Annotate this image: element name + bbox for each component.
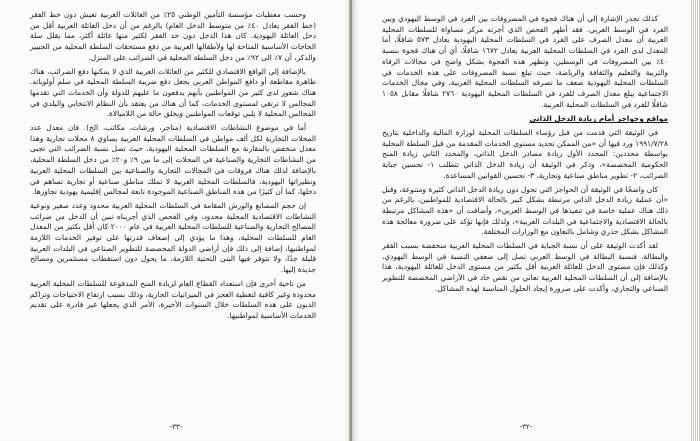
paragraph: وحسب معطيات مؤسسة التأمين الوطني ٢٥٪ من العائلات العربية تعيش دون خط الفقر (خط الفقر يعادل ٤٠٪ من متوسط الدخل العام) بالرغم من أن دخل العائلة العربية أقل من دخل العائلة اليهودية. كان هذا الدخل دون حد الفقر لكثير منها عائلة أكثر، مما يقلل سلة الحاجات الأساسية المتاحة لها ولأطفالها العربية من دفع مستحقات السلطة المحلية من الجبيير والذكر، أن ٧٪ الى ٩٢٪ من دخل السلطة المحلية في الضرائب على المنزل. (30, 10, 316, 62)
section-heading: مواقع وحواجز أمام زيادة الدخل الذاتي (529, 114, 668, 124)
paragraph: كذلك تجدر الإشارة إلى أن هناك فجوة في المصروفات بين الفرد في الوسط اليهودي وبين الفرد في الوسط العربي. فقد أظهر الفحص الذي أجرته مركز مساواة للسلطات المحلية العربية أن معدل الصرف على الفرد في السلطات المحلية اليهودية يعادل ٥٧٣ شاقلًا، أما المعدل لدى الفرد في السلطات المحلية العربية يعادل ١٦٧٢ شاقلًا، أي أن هناك فجوة بنسبة ٤٠٪ بين المصروفات في الوسطين، وتظهر هذه الفجوة بشكل واضح في مجالات الرفاه والتربية والتعليم والثقافة والرياضة، حيث تبلغ نسبة المصروفات على هذه الخدمات في السلطات المحلية اليهودية ضعف ما تصرفه السلطات المحلية العربية، وفي مجال الخدمات الاجتماعية يبلغ معدل الصرف للفرد في السلطات المحلية اليهودية ٢٧٦٠ شاقلًا مقابل ١٠٥٨ شاقلًا للفرد في السلطات المحلية العربية. (382, 14, 668, 109)
paragraph: إن حجم المصانع والورش المقامة في السلطات المحلية العربية محدود وعدد صغير ونوعية النشاطات الاقتصادية المحلية محدود، وفي الفحص الذي أجريناه تبين أن الدخل من ضرائب المصالح التجارية والصناعية للسلطات المحلية العربية في عام ٢٠٠٠ كان أقل بكثير من المعدل العام للسلطات المحلية، وهذا ما يؤدي إلى إضعاف قدرتها على توفير الخدمات اللازمة لمواطنيها، إضافة إلى ذلك فإن أراضي الدولة المخصصة للتطوير الصناعي في البلدات العربية قليلة جدًا، ولا تتوفر فيها البنى التحتية اللازمة، ما يحول دون استقطاب مستثمرين ومصالح جديدة إليها. (30, 200, 316, 275)
right-page-text (382, 14, 668, 298)
paragraph: في الوثيقة التي قدمت من قبل رؤساء السلطات المحلية لوزارة المالية والداخلية بتاريخ ١٩٩١/٧/٢٨ ورد فيها أن «من الممكن تحديد مستوى الخدمات المقدمة من قبل السلطة المحلية بواسطة محددين: المحدد الأول زيادة مصادر الدخل الذاتي، والمحدد الثاني زيادة المنح الحكومية المخصصة»، وذكر في الوثيقة أن زيادة الدخل الذاتي تتطلب ١- تحسين جباية الضرائب، ٢- تطوير مناطق صناعية وتجارية، ٣- تحسين القوانين المساعدة. (382, 128, 668, 180)
paragraph: أما في موضوع النشاطات الاقتصادية (متاجر، ورشات، مكاتب، الخ). فان معدل عدد المحلات التجارية لكل ألف مواطن في السلطات المحلية العربية يساوي ٨ محلات تجارية وهذا معدل منخفض بالمقارنة مع السلطات المحلية اليهودية، حيث تصل نسبة الضرائب التي تجبى من النشاطات التجارية والصناعية في المحلات إلى ما بين ٩٪ و٢٠٪ من دخل السلطة المحلية، بالإضافة لذلك هناك فروقات في المجالات التجارية والصناعية بين السلطات المحلية العربية ونظيراتها اليهودية، فالسلطات المحلية العربية لا تملك مناطق صناعية أو تجارية تساهم في دخلها، كما أن كثيرًا من هذه المناطق الصناعية الموجودة تابعة لمجالس إقليمية يهودية تجاورها. (30, 123, 317, 197)
paragraph: كان واضحًا في الوثيقة أن الحواجز التي تحول دون زيادة الدخل الذاتي كثيرة ومتنوعة، وقبل «أن عملية زيادة الدخل الذاتي مرتبطة بشكل كبير بالحالة الاقتصادية للمواطنين، بالرغم من ذلك هناك عملية خاصة في تنفيذها في الوسط العربي»، وأضافت أن «هذه المشاكل مرتبطة بالحالة الاقتصادية والاجتماعية في البلدات العربية»، ولذلك فإنها تؤكد على ضرورة معالجة هذه المشاكل بشكل جذري وشامل بالتعاون مع الوزارات المختلفة. (382, 184, 668, 237)
page-number: -٣٢- (519, 423, 533, 431)
page-edge (690, 0, 700, 441)
right-page (352, 0, 700, 441)
left-page-text (30, 10, 316, 325)
paragraph: من ناحية أخرى فإن استعداد القطاع العام لزيادة المنح المدفوعة للسلطات المحلية العربية محدودة وغير كافية لتغطية العجز في الميزانيات الجارية، وذلك بسبب ارتفاع الاحتياجات وتراكم الديون على هذه السلطات خلال السنوات الأخيرة، الأمر الذي يجعلها غير قادرة على تقديم الخدمات الأساسية لمواطنيها. (30, 278, 316, 320)
page-number: -٣٣- (169, 423, 183, 431)
paragraph: بالإضافة إلى الواقع الاقتصادي للكثير من العائلات العربية الذي لا يمكنها دفع الضرائب، هناك ظاهرة مقاطعة أو دافع المواطن العربي بجعل دفع ضريبة السلطة المحلية في سلم أولوياته. هناك شعور لدى كثير من المواطنين بأنهم يدفعون ما عليهم للدولة وأن الخدمات التي تقدمها المجالس لا ترتقي لمستوى الخدمات، كما أن هناك من يعتقد بأن النظام الانتخابي والبلدي في المجالس المحلية لا يلبي توقعات المواطنين ويخلق حالة من اللامبالاة. (30, 66, 316, 119)
paragraph: لقد أكدت الوثيقة على أن نسبة الجباية في السلطات المحلية العربية منخفضة بسبب الفقر والبطالة، فنسبة البطالة في الوسط العربي تصل إلى ضعفي النسبة في الوسط اليهودي، وكذلك فإن مستوى الدخل للعائلة العربية أقل بكثير من مستوى الدخل للعائلة اليهودية، هذا بالإضافة إلى أن السلطات المحلية العربية تعاني من نقص حاد في الأراضي المخصصة للتطوير الصناعي والتجاري، وأكدت على ضرورة إيجاد الحلول المناسبة لهذه المشاكل. (382, 241, 668, 293)
